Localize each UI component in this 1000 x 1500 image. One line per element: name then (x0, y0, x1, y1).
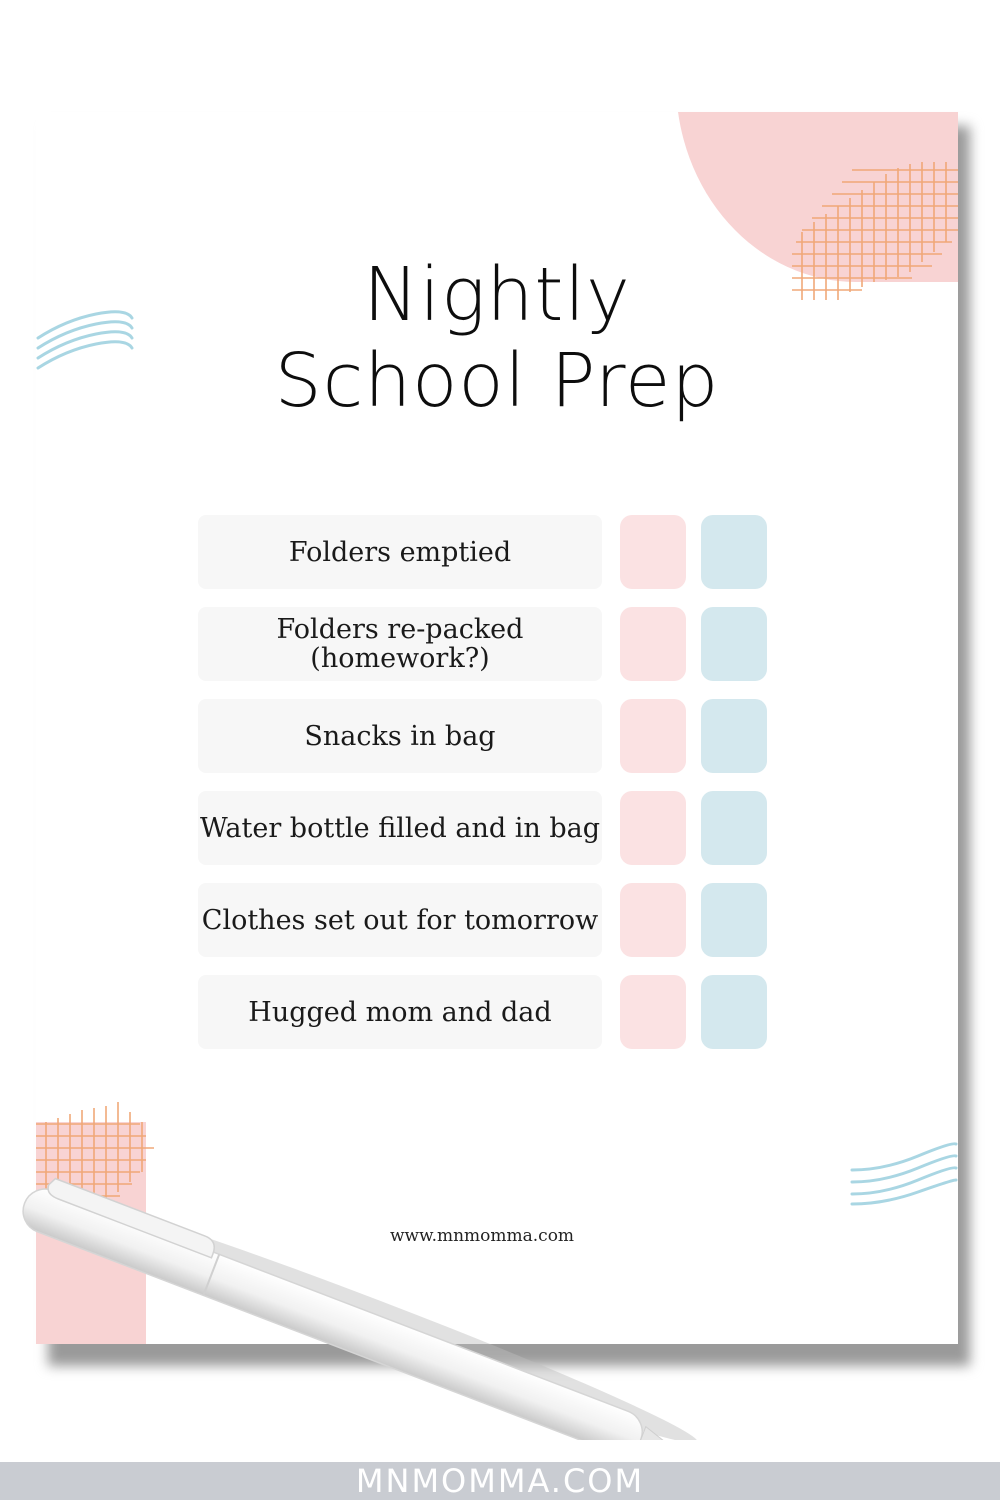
checkbox-pink[interactable] (620, 515, 686, 589)
checklist-item-label: Folders re-packed (homework?) (198, 607, 602, 681)
website-url: www.mnmomma.com (389, 1226, 575, 1246)
checkbox-pink[interactable] (620, 975, 686, 1049)
title-line-1: Nightly (363, 252, 631, 338)
checkbox-blue[interactable] (701, 883, 767, 957)
checklist-item-label: Folders emptied (198, 515, 602, 589)
checkbox-blue[interactable] (701, 699, 767, 773)
checkbox-blue[interactable] (701, 607, 767, 681)
checklist-item-label: Clothes set out for tomorrow (198, 883, 602, 957)
checkbox-pink[interactable] (620, 791, 686, 865)
checkbox-blue[interactable] (701, 791, 767, 865)
printable-page (36, 112, 958, 1344)
checkbox-pink[interactable] (620, 883, 686, 957)
checkbox-pink[interactable] (620, 607, 686, 681)
checklist-item-label: Water bottle filled and in bag (198, 791, 602, 865)
wave-lines-icon (848, 1136, 958, 1206)
page-title (36, 252, 958, 424)
checklist-item-label: Hugged mom and dad (198, 975, 602, 1049)
footer-brand: MNMOMMA.COM (0, 1462, 1000, 1500)
checklist-item-label: Snacks in bag (198, 699, 602, 773)
checkbox-pink[interactable] (620, 699, 686, 773)
checkbox-blue[interactable] (701, 515, 767, 589)
checkbox-blue[interactable] (701, 975, 767, 1049)
pen-icon (0, 1170, 740, 1440)
title-line-2: School Prep (274, 338, 720, 424)
